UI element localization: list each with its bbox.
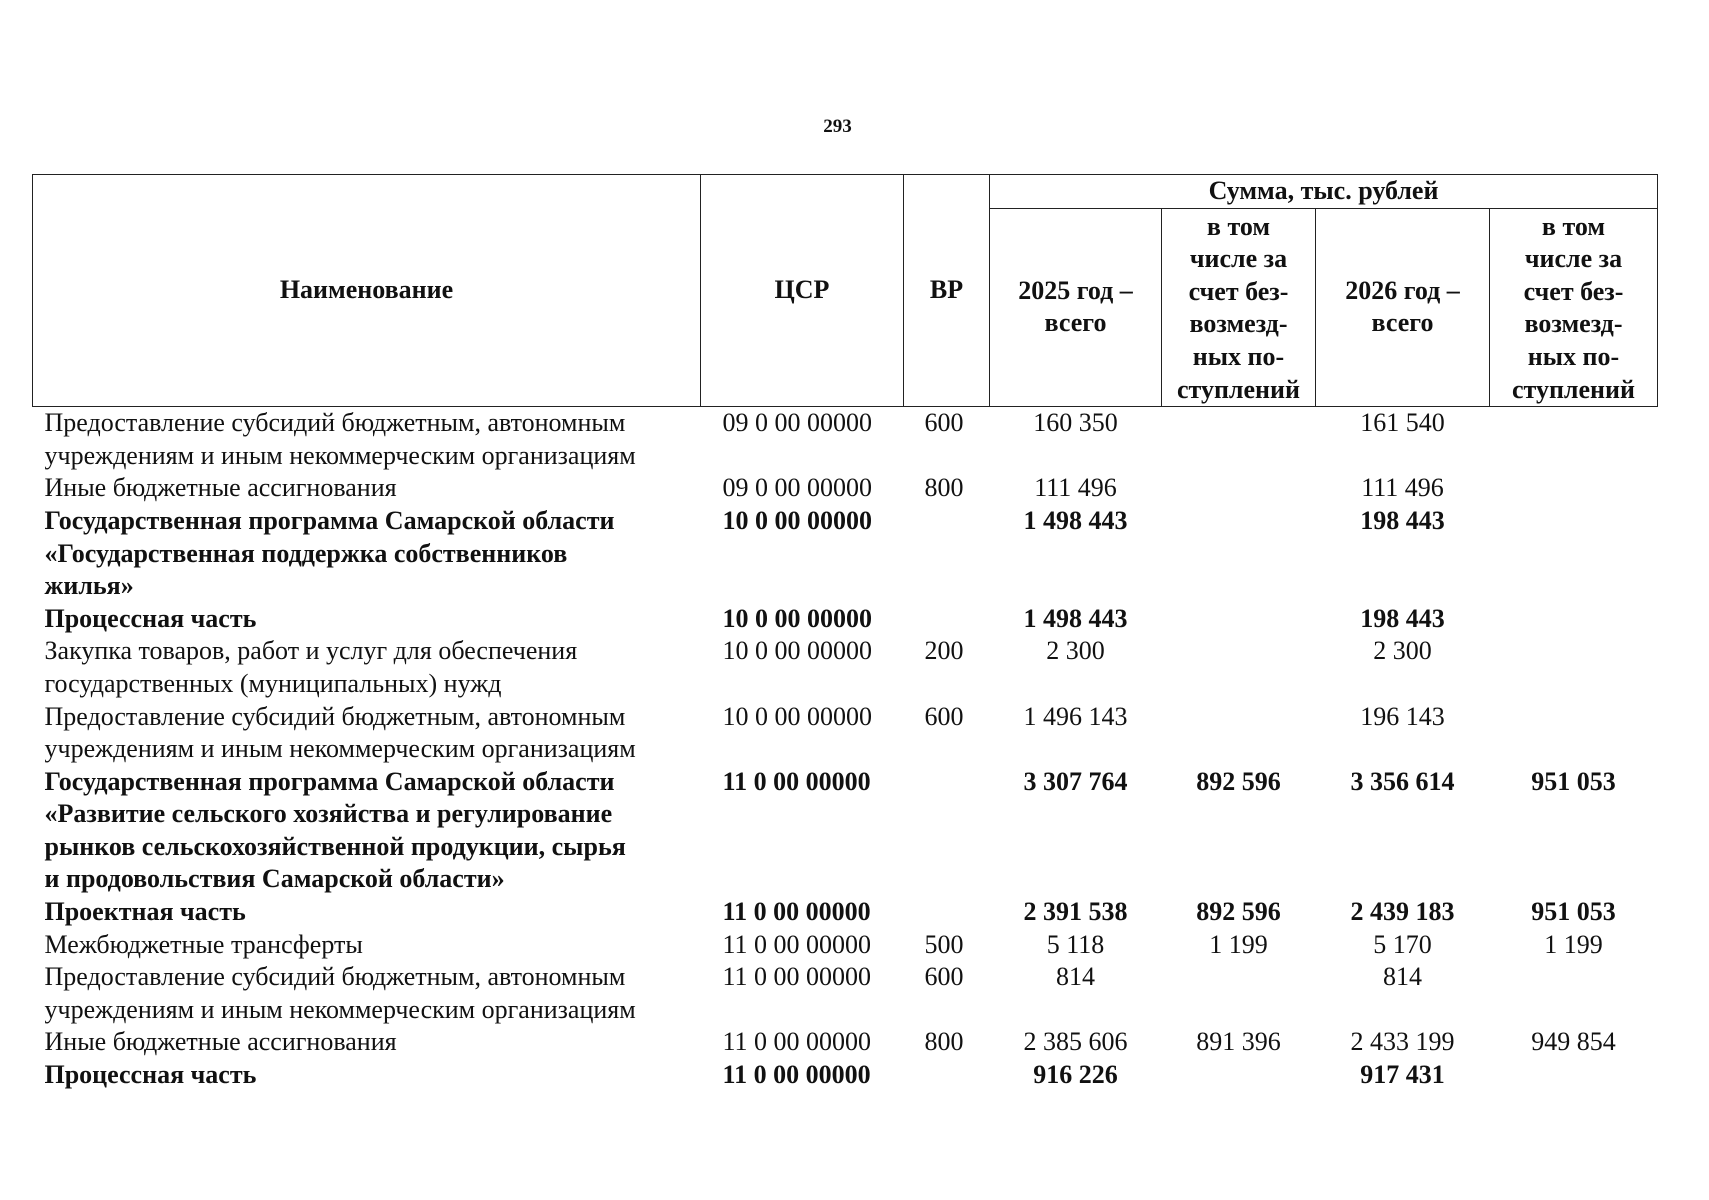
row-name: Процессная часть [44, 603, 257, 633]
row-csr: 09 0 00 00000 [722, 473, 872, 503]
row-vr [904, 766, 990, 896]
page-number: 293 [823, 116, 852, 137]
table-row [33, 929, 1658, 962]
row-vr: 800 [924, 1027, 964, 1057]
header-sum-group: Сумма, тыс. рублей [990, 175, 1658, 209]
row-2025-total: 2 391 538 [1023, 897, 1128, 927]
table-row [33, 1026, 1658, 1059]
row-2026-free [1490, 407, 1658, 473]
row-2026-total: 198 443 [1360, 603, 1445, 633]
table-body [33, 407, 1658, 1092]
row-2026-free [1490, 472, 1658, 505]
row-2025-free [1162, 472, 1316, 505]
table-row [33, 603, 1658, 636]
row-2026-free [1490, 635, 1658, 700]
row-vr [904, 896, 990, 929]
table-row [33, 407, 1658, 473]
row-2026-free [1490, 701, 1658, 766]
row-csr: 10 0 00 00000 [722, 701, 872, 731]
row-name: Государственная программа Самарской области «Развитие сельского хозяйства и регулирование рынков сельскохозяйственной продукции, сырья и продовольствия Самарской области» [44, 766, 626, 894]
table-row [33, 472, 1658, 505]
row-2025-free [1162, 961, 1316, 1026]
row-2025-total: 1 496 143 [1023, 701, 1128, 731]
row-2025-total: 111 496 [1034, 473, 1117, 503]
row-csr: 09 0 00 00000 [722, 408, 872, 438]
row-csr: 11 0 00 00000 [722, 897, 871, 927]
row-csr: 10 0 00 00000 [722, 636, 872, 666]
row-name: Предоставление субсидий бюджетным, автономным учреждениям и иным некоммерческим организациям [44, 408, 636, 470]
row-name: Закупка товаров, работ и услуг для обеспечения государственных (муниципальных) нужд [44, 636, 578, 698]
row-2025-free: 892 596 [1196, 766, 1281, 796]
budget-table [32, 174, 1658, 1092]
row-name: Иные бюджетные ассигнования [44, 473, 397, 503]
row-name: Проектная часть [44, 897, 246, 927]
row-2025-total: 2 300 [1046, 636, 1105, 666]
row-name: Предоставление субсидий бюджетным, автономным учреждениям и иным некоммерческим организациям [44, 701, 636, 764]
row-csr: 10 0 00 00000 [722, 603, 872, 633]
row-vr: 600 [924, 962, 964, 992]
table-row [33, 896, 1658, 929]
row-2025-total: 3 307 764 [1023, 766, 1128, 796]
row-2025-free [1162, 505, 1316, 603]
row-2025-free [1162, 1059, 1316, 1092]
row-2026-free: 951 053 [1531, 766, 1616, 796]
row-2025-total: 160 350 [1033, 408, 1118, 438]
table-row [33, 505, 1658, 603]
row-vr: 500 [924, 929, 964, 959]
row-2026-total: 2 439 183 [1350, 897, 1455, 927]
header-csr: ЦСР [701, 175, 904, 407]
row-name: Процессная часть [44, 1060, 257, 1090]
table-row [33, 766, 1658, 896]
row-2025-free [1162, 407, 1316, 473]
row-2026-total: 3 356 614 [1350, 766, 1455, 796]
header-vr: ВР [904, 175, 990, 407]
row-2026-total: 111 496 [1361, 473, 1444, 503]
header-2025-total: 2025 год – всего [990, 208, 1162, 407]
row-vr [904, 1059, 990, 1092]
row-2026-free: 951 053 [1531, 897, 1616, 927]
row-name: Межбюджетные трансферты [44, 929, 363, 959]
row-csr: 11 0 00 00000 [722, 1027, 872, 1057]
row-2026-free [1490, 961, 1658, 1026]
row-2026-free: 1 199 [1544, 929, 1603, 959]
header-2026-total: 2026 год – всего [1316, 208, 1490, 407]
table-row [33, 961, 1658, 1026]
row-vr: 800 [924, 473, 964, 503]
row-2026-total: 196 143 [1360, 701, 1445, 731]
table-row [33, 1059, 1658, 1092]
header-2025-free: в том числе за счет без- возмезд- ных по- ступлений [1162, 208, 1316, 407]
row-2026-free [1490, 603, 1658, 636]
row-vr [904, 603, 990, 636]
row-vr: 600 [924, 701, 964, 731]
row-vr: 600 [924, 408, 964, 438]
row-2025-total: 1 498 443 [1023, 505, 1128, 535]
row-2026-total: 917 431 [1360, 1060, 1445, 1090]
row-vr: 200 [924, 636, 964, 666]
row-2026-total: 2 300 [1373, 636, 1432, 666]
row-2025-free [1162, 635, 1316, 700]
row-2025-total: 916 226 [1033, 1060, 1118, 1090]
row-csr: 10 0 00 00000 [722, 505, 872, 535]
table-row [33, 701, 1658, 766]
row-name: Иные бюджетные ассигнования [44, 1027, 397, 1057]
table-header [33, 175, 1658, 407]
row-csr: 11 0 00 00000 [722, 1060, 871, 1090]
row-2025-total: 1 498 443 [1023, 603, 1128, 633]
row-2025-free: 891 396 [1196, 1027, 1281, 1057]
row-2026-total: 2 433 199 [1350, 1027, 1455, 1057]
row-2025-total: 5 118 [1046, 929, 1105, 959]
row-name: Государственная программа Самарской области «Государственная поддержка собственников жилья» [44, 505, 615, 601]
row-csr: 11 0 00 00000 [722, 766, 871, 796]
row-2025-total: 814 [1056, 962, 1095, 992]
row-2025-free [1162, 701, 1316, 766]
row-2025-free [1162, 603, 1316, 636]
row-2026-total: 161 540 [1360, 408, 1445, 438]
row-2025-total: 2 385 606 [1023, 1027, 1128, 1057]
row-2026-total: 5 170 [1373, 929, 1432, 959]
header-2026-free: в том числе за счет без- возмезд- ных по- ступлений [1490, 208, 1658, 407]
row-2026-free: 949 854 [1531, 1027, 1616, 1057]
row-vr [904, 505, 990, 603]
row-2026-total: 814 [1383, 962, 1422, 992]
row-2025-free: 892 596 [1196, 897, 1281, 927]
header-name: Наименование [33, 175, 701, 407]
row-name: Предоставление субсидий бюджетным, автономным учреждениям и иным некоммерческим организациям [44, 962, 636, 1024]
row-2025-free: 1 199 [1209, 929, 1268, 959]
row-2026-free [1490, 1059, 1658, 1092]
row-2026-free [1490, 505, 1658, 603]
table-row [33, 635, 1658, 700]
row-csr: 11 0 00 00000 [722, 929, 872, 959]
row-2026-total: 198 443 [1360, 505, 1445, 535]
row-csr: 11 0 00 00000 [722, 962, 872, 992]
